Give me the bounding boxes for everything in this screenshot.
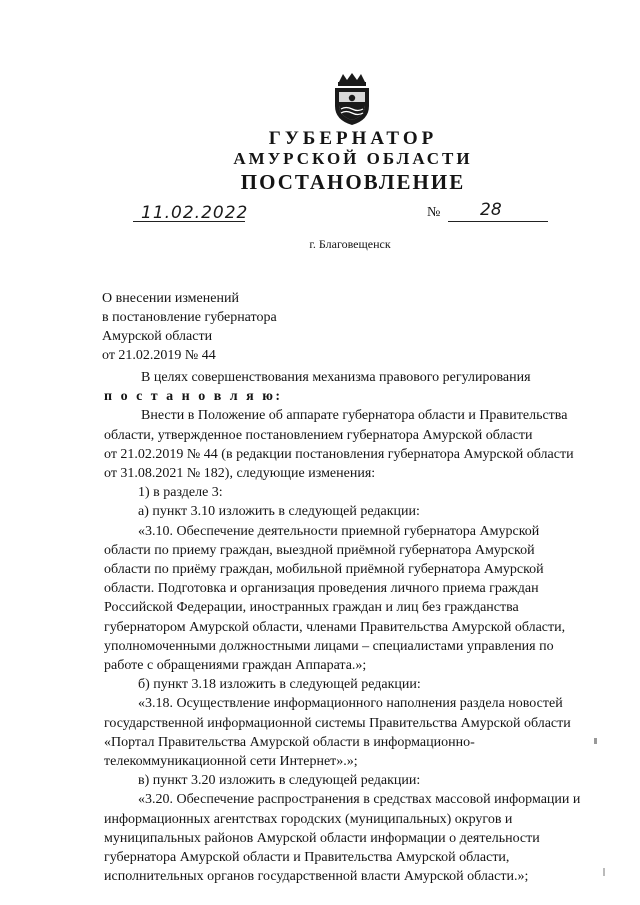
quote-line: губернатора Амурской области и Правительства Амурской области, xyxy=(104,850,510,866)
quote-line: «3.18. Осуществление информационного наполнения раздела новостей xyxy=(138,696,563,712)
paragraph-line: от 21.02.2019 № 44 (в редакции постановления губернатора Амурской области xyxy=(104,446,574,462)
paragraph-line: области, утвержденное постановлением губернатора Амурской области xyxy=(104,427,533,443)
item-1: 1) в разделе 3: xyxy=(138,485,223,501)
quote-line: «3.20. Обеспечение распространения в средствах массовой информации и xyxy=(138,792,581,808)
scan-artifact xyxy=(603,868,605,876)
subject-line: в постановление губернатора xyxy=(102,310,277,325)
subject-line: от 21.02.2019 № 44 xyxy=(102,348,216,363)
document-type-title: ПОСТАНОВЛЕНИЕ xyxy=(240,170,466,194)
handwritten-number: 28 xyxy=(480,200,502,220)
document-subject xyxy=(102,289,277,365)
quote-line: «3.10. Обеспечение деятельности приемной губернатора Амурской xyxy=(138,523,540,539)
quote-line: области по приёму граждан, мобильной приёмной губернатора Амурской xyxy=(104,562,544,578)
quote-line: уполномоченными должностными лицами – специалистами управления по xyxy=(104,638,554,654)
paragraph-line: от 31.08.2021 № 182), следующие изменения: xyxy=(104,466,376,482)
subject-line: О внесении изменений xyxy=(102,291,239,306)
scan-artifact xyxy=(594,738,597,744)
quote-line: области. Подготовка и организация проведения личного приема граждан xyxy=(104,581,539,597)
quote-line: муниципальных районов Амурской области информации о деятельности xyxy=(104,830,540,846)
quote-line: информационных агентствах городских (муниципальных) округов и xyxy=(104,811,513,827)
document-body xyxy=(104,368,598,886)
number-underline xyxy=(448,221,548,222)
org-title-line1: ГУБЕРНАТОР xyxy=(268,128,438,149)
handwritten-date: 11.02.2022 xyxy=(141,203,249,223)
org-title-line2: АМУРСКОЙ ОБЛАСТИ xyxy=(233,149,473,168)
date-underline xyxy=(133,221,245,222)
quote-line: работе с обращениями граждан Аппарата.»; xyxy=(104,658,367,674)
subject-line: Амурской области xyxy=(102,329,213,344)
quote-line: «Портал Правительства Амурской области в информационно- xyxy=(104,734,475,750)
number-label: № xyxy=(427,205,441,220)
quote-line: телекоммуникационной сети Интернет».»; xyxy=(104,754,358,770)
item-a: а) пункт 3.10 изложить в следующей редакции: xyxy=(138,504,420,520)
quote-line: Российской Федерации, иностранных граждан и лиц без гражданства xyxy=(104,600,519,616)
paragraph-intro: Внести в Положение об аппарате губернатора области и Правительства xyxy=(141,408,568,424)
item-c: в) пункт 3.20 изложить в следующей редакции: xyxy=(138,773,421,789)
city-line: г. Благовещенск xyxy=(309,237,391,251)
quote-line: области по приему граждан, выездной приёмной губернатора Амурской xyxy=(104,542,535,558)
resolve-word: п о с т а н о в л я ю: xyxy=(104,389,283,405)
coat-of-arms-icon xyxy=(329,72,375,126)
quote-line: губернатором Амурской области, членами Правительства Амурской области, xyxy=(104,619,566,635)
item-b: б) пункт 3.18 изложить в следующей редакции: xyxy=(138,677,421,693)
quote-line: исполнительных органов государственной власти Амурской области.»; xyxy=(104,869,529,885)
preamble: В целях совершенствования механизма правового регулирования xyxy=(141,370,531,385)
quote-line: государственной информационной системы Правительства Амурской области xyxy=(104,715,571,731)
